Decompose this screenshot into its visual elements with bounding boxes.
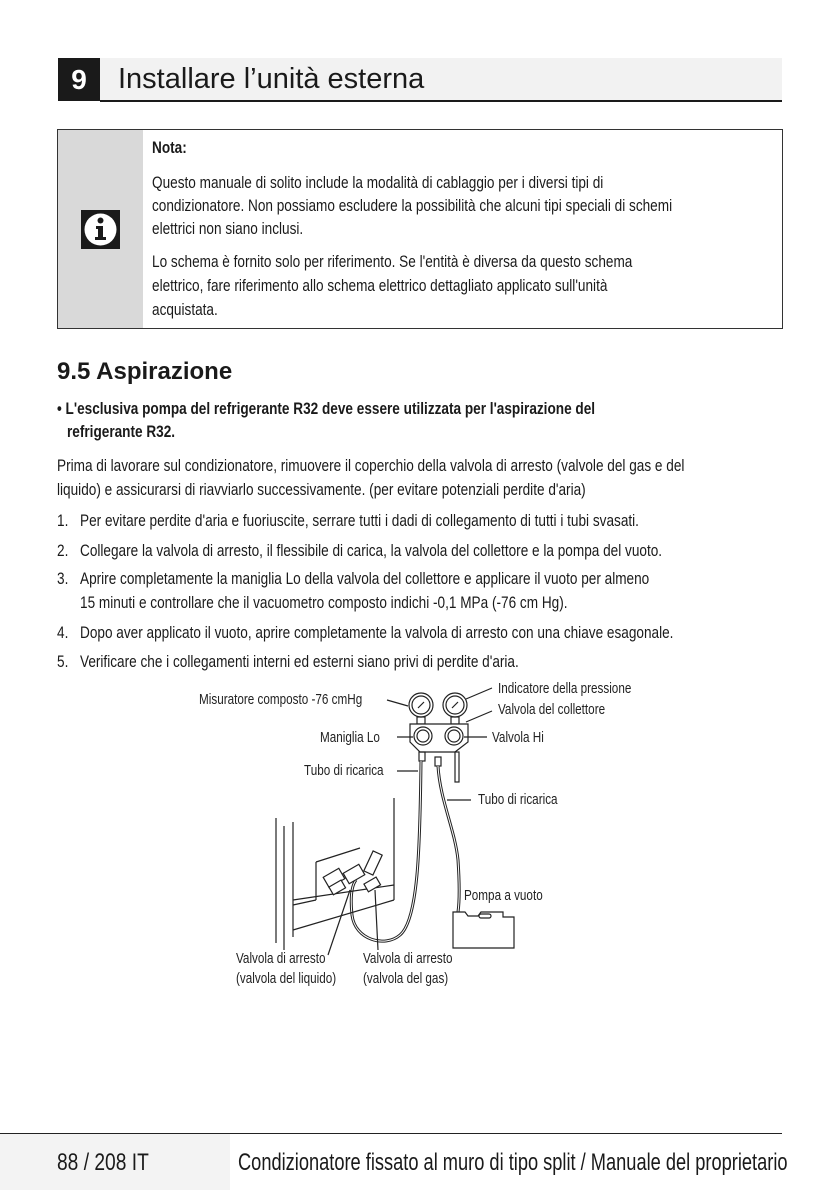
page-number: 88 / 208 IT [57,1149,149,1176]
intro-line: liquido) e assicurarsi di riavviarlo successivamente. (per evitare potenziali perdite d'aria) [57,480,586,499]
step-text: Collegare la valvola di arresto, il flessibile di carica, la valvola del collettore e la pompa del vuoto. [80,541,663,560]
label-liquid-valve-sub: (valvola del liquido) [236,970,337,987]
right-charge-hose [438,766,459,912]
note-line: elettrico, fare riferimento allo schema elettrico dettagliato applicato sull'unità [152,276,608,295]
note-title: Nota: [152,138,187,157]
label-charge-hose-right: Tubo di ricarica [478,791,558,808]
service-valves-icon [323,851,382,895]
step-text: Dopo aver applicato il vuoto, aprire completamente la valvola di arresto con una chiave esagonale. [80,623,674,642]
section-title: 9.5 Aspirazione [57,358,233,385]
chapter-title: Installare l’unità esterna [118,63,425,95]
lo-valve-icon [414,727,432,745]
pressure-gauge-icon [443,693,467,724]
label-vacuum-pump: Pompa a vuoto [464,887,543,904]
note-line: Lo schema è fornito solo per riferimento. Se l'entità è diversa da questo schema [152,252,633,271]
manifold-body [410,724,468,752]
note-sidebar [58,130,143,328]
step-text: Verificare che i collegamenti interni ed esterni siano privi di perdite d'aria. [80,652,519,671]
step-number: 4. [57,623,69,642]
label-pressure-gauge: Indicatore della pressione [498,680,632,697]
step-number: 2. [57,541,69,560]
vacuum-pump-icon [453,912,514,948]
note-line: condizionatore. Non possiamo escludere la possibilità che alcuni tipi speciali di schemi [152,196,673,215]
intro-line: Prima di lavorare sul condizionatore, rimuovere il coperchio della valvola di arresto (valvole del gas e del [57,456,685,475]
label-compound-gauge: Misuratore composto -76 cmHg [199,691,363,708]
hi-valve-icon [445,727,463,745]
step-text: 15 minuti e controllare che il vacuometro composto indichi -0,1 MPa (-76 cm Hg). [80,593,568,612]
label-gas-valve: Valvola di arresto [363,950,453,967]
info-icon [81,210,120,249]
chapter-number: 9 [58,58,100,101]
step-number: 1. [57,511,69,530]
note-line: acquistata. [152,300,218,319]
label-gas-valve-sub: (valvola del gas) [363,970,449,987]
document-title: Condizionatore fissato al muro di tipo split / Manuale del proprietario [238,1149,788,1176]
bullet-line: refrigerante R32. [67,422,176,441]
label-hi-valve: Valvola Hi [492,729,544,746]
compound-gauge-icon [409,693,433,724]
step-number: 5. [57,652,69,671]
label-lo-handle: Maniglia Lo [320,729,380,746]
step-text: Aprire completamente la maniglia Lo della valvola del collettore e applicare il vuoto per almeno [80,569,650,588]
note-line: Questo manuale di solito include la modalità di cablaggio per i diversi tipi di [152,173,604,192]
note-line: elettrici non siano inclusi. [152,219,304,238]
label-charge-hose-left: Tubo di ricarica [304,762,384,779]
label-manifold-valve: Valvola del collettore [498,701,606,718]
step-number: 3. [57,569,69,588]
left-charge-hose [351,761,421,941]
label-liquid-valve: Valvola di arresto [236,950,326,967]
step-text: Per evitare perdite d'aria e fuoriuscite, serrare tutti i dadi di collegamento di tutti i tubi svasati. [80,511,639,530]
bullet-line: • L'esclusiva pompa del refrigerante R32 deve essere utilizzata per l'aspirazione del [57,399,596,418]
